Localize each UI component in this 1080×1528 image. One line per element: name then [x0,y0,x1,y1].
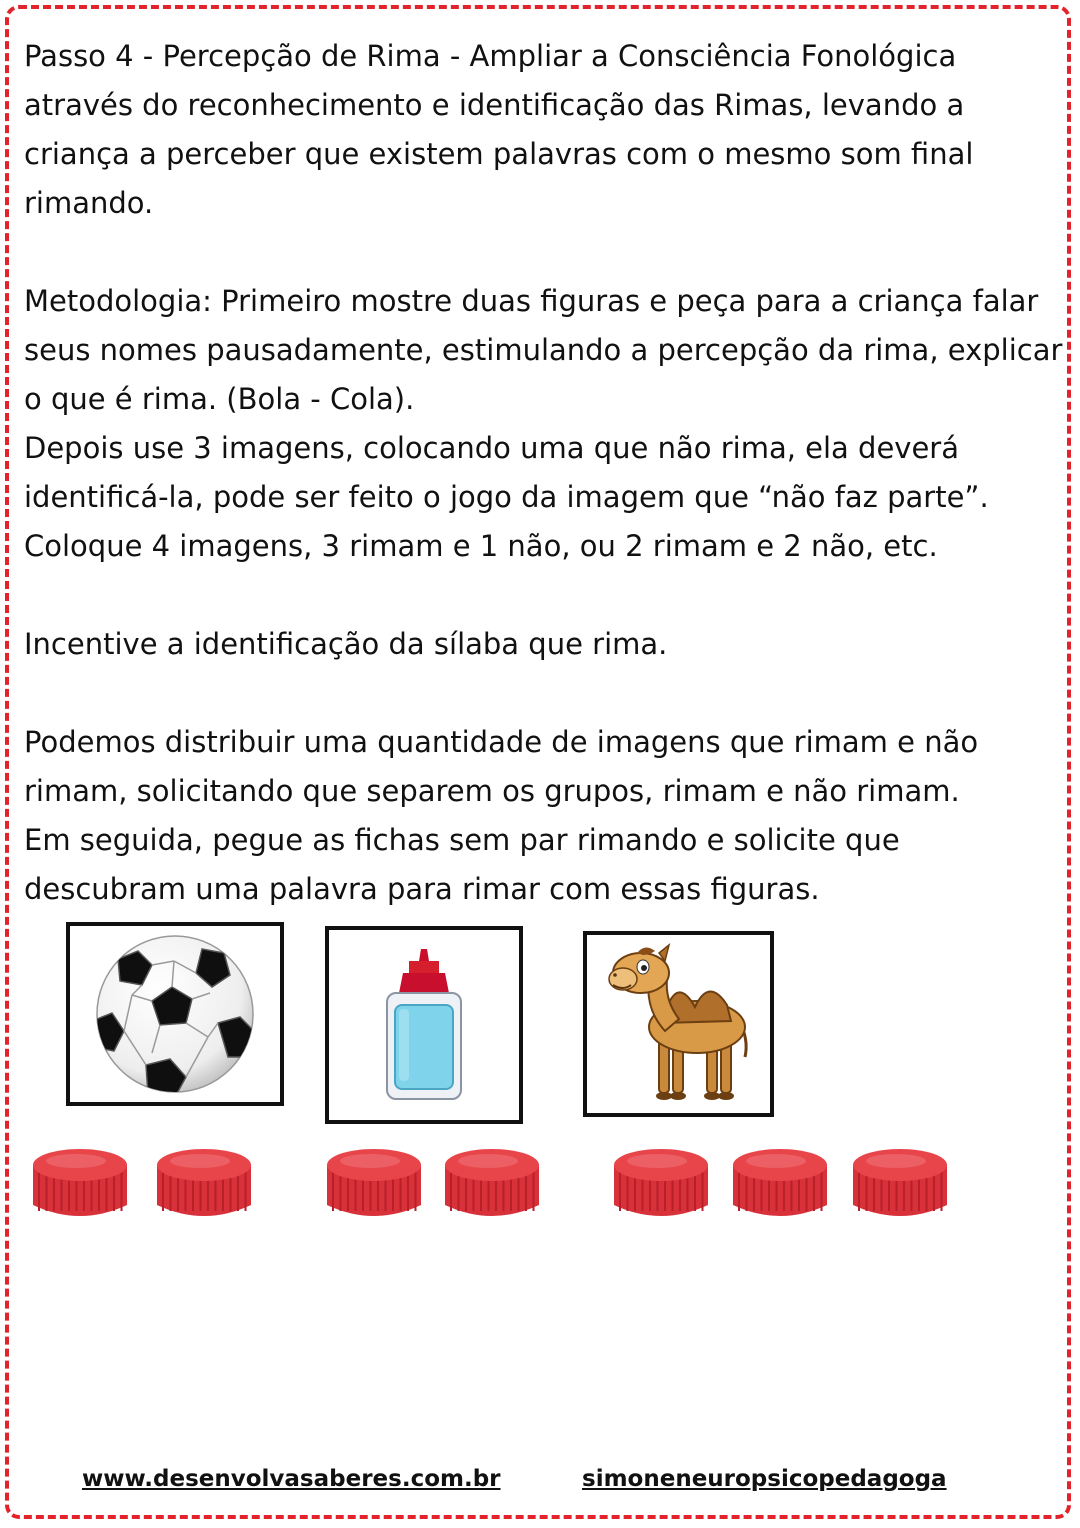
incentive-paragraph: Incentive a identificação da sílaba que rima. [24,627,668,661]
glue-card [325,926,523,1124]
three-images-paragraph: Depois use 3 imagens, colocando uma que não rima, ela deverá identificá-la, pode ser feito o jogo da imagem que “não faz parte”. [24,431,989,514]
bottle-cap-icon [443,1145,541,1223]
soccer-ball-icon [90,929,260,1099]
bottle-cap-icon [155,1145,253,1223]
bottle-cap-icon [851,1145,949,1223]
camel-card [583,931,774,1117]
glue-bottle-icon [369,945,479,1105]
bottle-caps-row [0,1145,1080,1225]
bottle-cap-icon [612,1145,710,1223]
distribute-paragraph: Podemos distribuir uma quantidade de imagens que rimam e não rimam, solicitando que separem os grupos, rimam e não rimam. [24,725,979,808]
step-paragraph: Passo 4 - Percepção de Rima - Ampliar a Consciência Fonológica através do reconhecimento e identificação das Rimas, levando a criança a perceber que existem palavras com o mesmo som final rimando. [24,39,974,220]
bottle-cap-icon [325,1145,423,1223]
ball-card [66,922,284,1106]
four-images-paragraph: Coloque 4 imagens, 3 rimam e 1 não, ou 2 rimam e 2 não, etc. [24,529,938,563]
instructions-text [24,32,1064,914]
website-link[interactable]: www.desenvolvasaberes.com.br [82,1466,501,1492]
next-step-paragraph: Em seguida, pegue as fichas sem par rimando e solicite que descubram uma palavra para rimar com essas figuras. [24,823,900,906]
camel-icon [599,939,759,1109]
bottle-cap-icon [731,1145,829,1223]
methodology-paragraph: Metodologia: Primeiro mostre duas figuras e peça para a criança falar seus nomes pausadamente, estimulando a percepção da rima, explicar o que é rima. (Bola - Cola). [24,284,1063,416]
author-handle[interactable]: simoneneuropsicopedagoga [582,1466,947,1492]
bottle-cap-icon [31,1145,129,1223]
